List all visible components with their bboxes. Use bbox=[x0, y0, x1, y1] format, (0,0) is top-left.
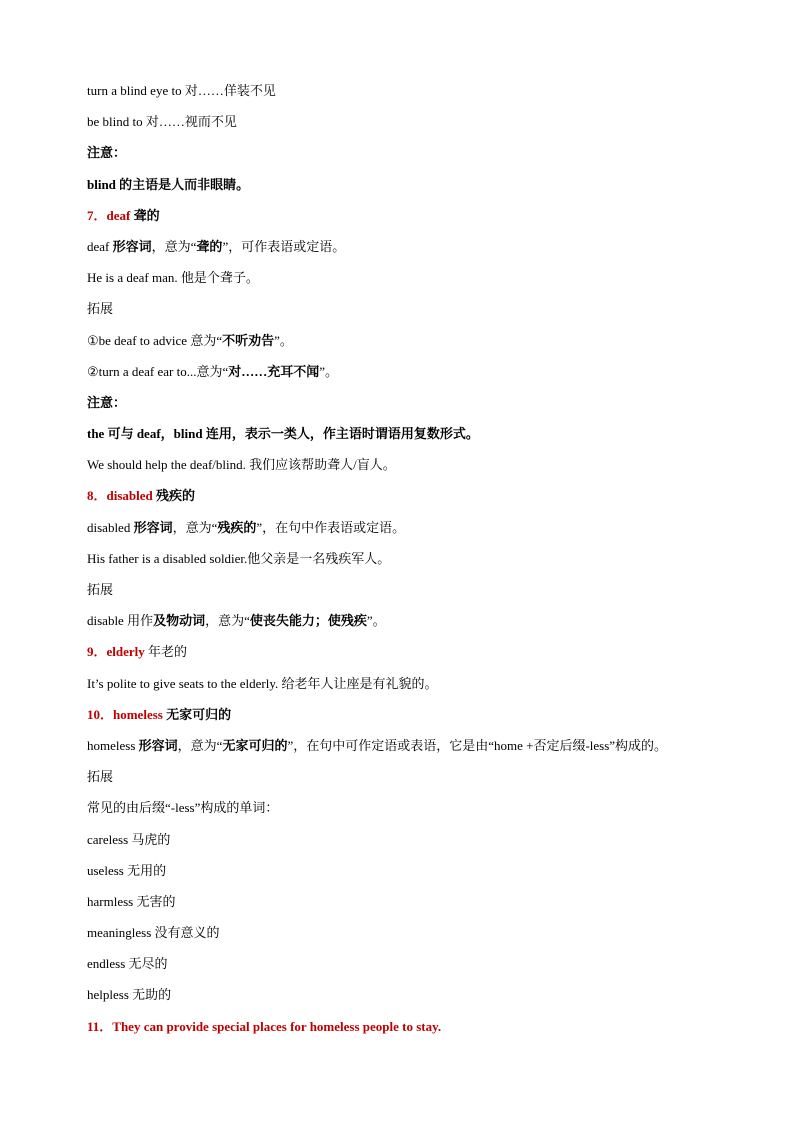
text-segment: disable 用作 bbox=[87, 613, 154, 629]
text-line bbox=[87, 81, 767, 112]
text-segment: disabled bbox=[87, 519, 134, 535]
heading-text: 7．deaf bbox=[87, 207, 134, 223]
text-segment: endless 无尽的 bbox=[87, 956, 168, 972]
text-segment: ”。 bbox=[274, 332, 293, 348]
text-line bbox=[87, 861, 767, 892]
text-segment: blind 的主语是人而非眼睛。 bbox=[87, 176, 250, 192]
text-segment: 使丧失能力；使残疾 bbox=[249, 613, 367, 629]
text-line bbox=[87, 580, 767, 611]
heading-text: 11．They can provide special places for homeless people to stay. bbox=[87, 1018, 442, 1034]
text-line bbox=[87, 954, 767, 985]
text-segment: ”。 bbox=[366, 613, 386, 629]
text-segment: 拓展 bbox=[87, 582, 114, 597]
text-segment: His father is a disabled soldier.他父亲是一名残疾军人。 bbox=[87, 550, 391, 566]
text-line bbox=[87, 705, 767, 736]
text-line bbox=[87, 767, 767, 798]
text-segment: homeless bbox=[87, 737, 139, 753]
text-segment: meaningless 没有意义的 bbox=[87, 925, 220, 941]
text-segment: 拓展 bbox=[87, 769, 114, 785]
text-segment: 对……充耳不闻 bbox=[228, 363, 320, 379]
text-line bbox=[87, 206, 767, 237]
text-segment: ①be deaf to advice 意为“ bbox=[87, 332, 223, 348]
text-segment: careless 马虎的 bbox=[87, 831, 171, 847]
text-line bbox=[87, 923, 767, 954]
text-segment: 聋的 bbox=[196, 238, 223, 254]
text-segment: ②turn a deaf ear to...意为“ bbox=[87, 363, 229, 379]
text-segment: 年老的 bbox=[148, 644, 188, 660]
text-segment: helpless 无助的 bbox=[87, 987, 172, 1003]
text-line bbox=[87, 143, 767, 174]
text-line bbox=[87, 736, 767, 767]
document-body bbox=[87, 81, 767, 1048]
text-segment: 形容词 bbox=[133, 519, 173, 535]
text-line bbox=[87, 393, 767, 424]
text-segment: 聋的 bbox=[133, 207, 160, 223]
heading-text: 8．disabled bbox=[87, 488, 156, 504]
text-segment: 无家可归的 bbox=[222, 737, 288, 753]
text-segment: ”，在句中作表语或定语。 bbox=[256, 519, 406, 535]
text-segment: harmless 无害的 bbox=[87, 893, 176, 909]
text-segment: ，意为“ bbox=[205, 613, 250, 629]
text-segment: 形容词 bbox=[112, 238, 152, 254]
text-segment: 残疾的 bbox=[217, 519, 257, 535]
text-line bbox=[87, 175, 767, 206]
text-line bbox=[87, 455, 767, 486]
text-segment: 残疾的 bbox=[156, 488, 196, 504]
text-segment: ”，可作表语或定语。 bbox=[222, 238, 346, 254]
text-line bbox=[87, 112, 767, 143]
text-segment: deaf bbox=[87, 238, 113, 254]
text-line bbox=[87, 611, 767, 642]
text-segment: useless 无用的 bbox=[87, 862, 167, 878]
text-line bbox=[87, 331, 767, 362]
text-segment: We should help the deaf/blind. 我们应该帮助聋人/盲人。 bbox=[87, 457, 396, 473]
text-segment: 形容词 bbox=[138, 737, 178, 753]
text-line bbox=[87, 237, 767, 268]
text-segment: turn a blind eye to 对……佯装不见 bbox=[87, 83, 276, 98]
text-segment: It’s polite to give seats to the elderly. 给老年人让座是有礼貌的。 bbox=[87, 675, 438, 691]
text-line bbox=[87, 674, 767, 705]
text-line bbox=[87, 299, 767, 330]
text-line bbox=[87, 362, 767, 393]
text-line bbox=[87, 892, 767, 923]
text-line bbox=[87, 486, 767, 517]
text-line bbox=[87, 830, 767, 861]
text-line bbox=[87, 424, 767, 455]
text-line bbox=[87, 1017, 767, 1048]
text-segment: ，意为“ bbox=[151, 238, 197, 254]
text-line bbox=[87, 642, 767, 673]
text-line bbox=[87, 268, 767, 299]
text-segment: 无家可归的 bbox=[166, 706, 232, 722]
text-segment: 及物动词 bbox=[153, 613, 206, 629]
text-line bbox=[87, 985, 767, 1016]
heading-text: 9．elderly bbox=[87, 644, 149, 660]
heading-text: 10．homeless bbox=[87, 706, 167, 722]
text-segment: be blind to 对……视而不见 bbox=[87, 114, 237, 130]
text-line bbox=[87, 798, 767, 829]
text-segment: 不听劝告 bbox=[222, 332, 275, 348]
text-segment: He is a deaf man. 他是个聋子。 bbox=[87, 270, 259, 286]
text-line bbox=[87, 549, 767, 580]
text-segment: ”。 bbox=[319, 363, 339, 379]
text-segment: 常见的由后缀“-less”构成的单词： bbox=[87, 800, 279, 816]
text-segment: ，意为“ bbox=[172, 519, 218, 535]
text-segment: 注意： bbox=[87, 394, 127, 410]
text-segment: ，意为“ bbox=[177, 737, 223, 753]
text-segment: ”，在句中可作定语或表语，它是由“home +否定后缀-less”构成的。 bbox=[287, 737, 668, 753]
text-segment: the 可与 deaf，blind 连用，表示一类人，作主语时谓语用复数形式。 bbox=[87, 426, 479, 442]
text-segment: 拓展 bbox=[87, 301, 114, 317]
text-line bbox=[87, 518, 767, 549]
text-segment: 注意： bbox=[87, 145, 127, 161]
